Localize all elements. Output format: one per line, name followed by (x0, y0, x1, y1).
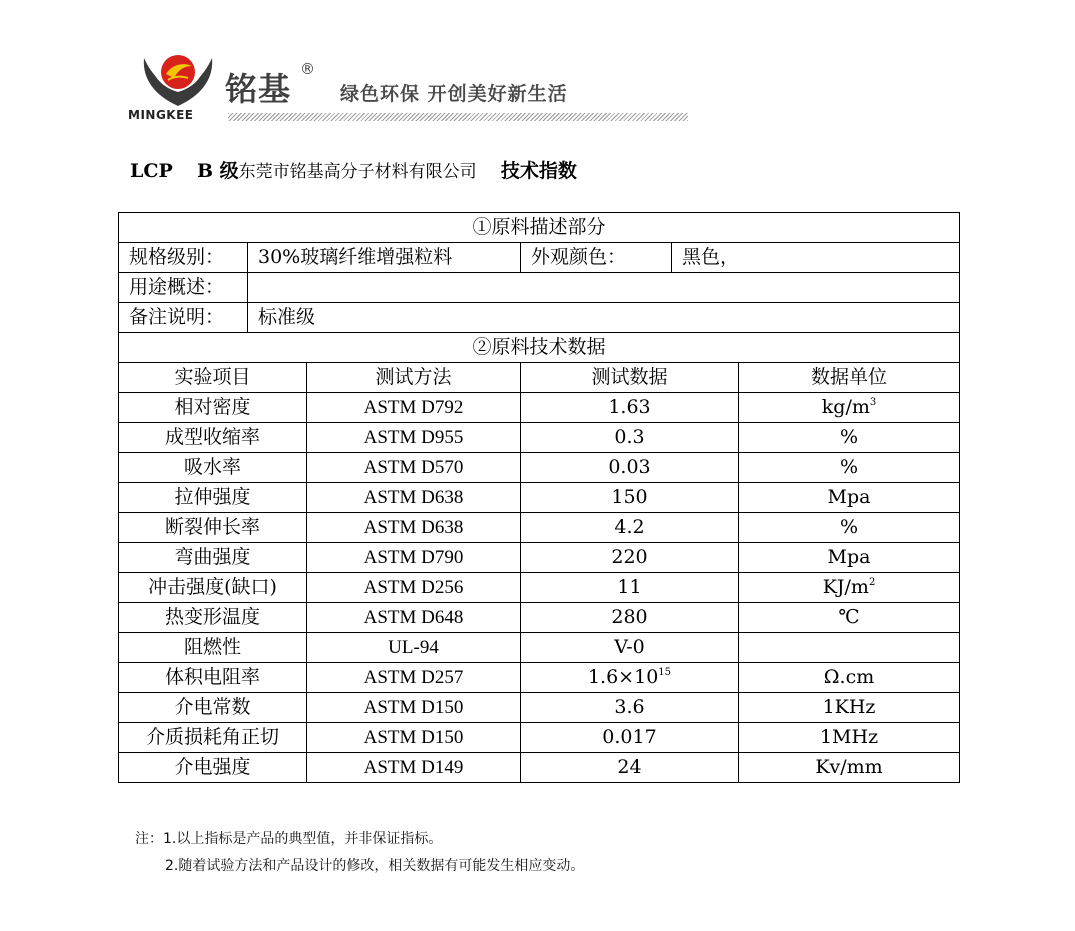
cell-method (307, 723, 521, 753)
usage-value (248, 273, 960, 303)
table-row (119, 573, 960, 603)
cell-unit (739, 393, 960, 423)
cell-unit-text: % (839, 426, 859, 448)
cell-method (307, 633, 521, 663)
cell-method-text: ASTM D792 (363, 397, 464, 418)
cell-unit (739, 723, 960, 753)
cell-method (307, 393, 521, 423)
cell-method-text: ASTM D955 (363, 427, 464, 448)
cell-unit (739, 663, 960, 693)
cell-method-text: ASTM D638 (363, 487, 464, 508)
cell-unit (739, 543, 960, 573)
table-row (119, 393, 960, 423)
cell-item-text: 拉伸强度 (174, 486, 251, 508)
registered-mark: ® (300, 60, 315, 78)
cell-method (307, 453, 521, 483)
cell-item-text: 介质损耗角正切 (145, 726, 279, 748)
cell-value (521, 573, 739, 603)
table-row (119, 693, 960, 723)
note-1: 注：1.以上指标是产品的典型值，并非保证指标。 (135, 831, 443, 847)
cell-method-text: ASTM D570 (363, 457, 464, 478)
cell-method (307, 603, 521, 633)
cell-unit-text: % (839, 456, 859, 478)
cell-item-text: 弯曲强度 (174, 546, 251, 568)
cell-value (521, 393, 739, 423)
cell-method (307, 513, 521, 543)
table-row (119, 633, 960, 663)
cell-item (119, 453, 307, 483)
cell-unit (739, 693, 960, 723)
cell-unit (739, 423, 960, 453)
cell-item (119, 633, 307, 663)
cell-item-text: 相对密度 (174, 396, 251, 418)
cell-item-text: 体积电阻率 (164, 666, 260, 688)
table-row (119, 513, 960, 543)
cell-method-text: ASTM D257 (363, 667, 464, 688)
cell-method (307, 423, 521, 453)
cell-unit-text: ℃ (838, 606, 860, 628)
cell-unit (739, 573, 960, 603)
table-row (119, 543, 960, 573)
remark-value: 标准级 (248, 303, 960, 333)
cell-item (119, 393, 307, 423)
cell-value-text: 280 (611, 606, 648, 628)
cell-unit (739, 453, 960, 483)
cell-unit-text: Mpa (827, 546, 871, 568)
cell-unit-text: Ω.cm (823, 666, 875, 688)
cell-method (307, 693, 521, 723)
section1-heading: ①原料描述部分 (119, 213, 960, 243)
table-row (119, 483, 960, 513)
cell-item-text: 介电强度 (174, 756, 251, 778)
cell-item-text: 吸水率 (183, 456, 241, 478)
brand-name: 铭基 (225, 70, 292, 108)
cell-unit-text: 1KHz (822, 696, 876, 718)
cell-value (521, 663, 739, 693)
cell-item (119, 543, 307, 573)
document-title (130, 156, 577, 183)
logo-emblem-icon (138, 50, 218, 110)
cell-item (119, 483, 307, 513)
cell-item (119, 663, 307, 693)
cell-unit-superscript: 2 (868, 577, 876, 588)
company-logo (128, 50, 228, 128)
cell-item-text: 介电常数 (174, 696, 251, 718)
cell-unit-text: % (839, 516, 859, 538)
cell-method-text: ASTM D790 (363, 547, 464, 568)
cell-item (119, 603, 307, 633)
cell-unit (739, 483, 960, 513)
cell-value (521, 603, 739, 633)
cell-value-text: 11 (617, 576, 642, 598)
title-material: LCP (130, 160, 173, 182)
cell-method (307, 753, 521, 783)
cell-method (307, 543, 521, 573)
cell-value-text: 0.3 (614, 426, 645, 448)
cell-unit (739, 603, 960, 633)
remark-label: 备注说明： (119, 303, 248, 333)
title-grade: B 级 (196, 160, 239, 182)
cell-item (119, 423, 307, 453)
cell-value (521, 723, 739, 753)
cell-method (307, 483, 521, 513)
section2-heading: ②原料技术数据 (119, 333, 960, 363)
cell-item-text: 断裂伸长率 (164, 516, 260, 538)
notes (135, 826, 584, 880)
cell-unit-superscript: 3 (869, 397, 877, 408)
logo-text: MINGKEE (128, 108, 194, 122)
color-value: 黑色， (672, 243, 960, 273)
cell-unit-text: Kv/mm (815, 756, 883, 778)
cell-method (307, 573, 521, 603)
spec-row (119, 243, 960, 273)
cell-value-text: 24 (617, 756, 642, 778)
cell-value (521, 513, 739, 543)
section2-heading-row (119, 333, 960, 363)
cell-method-text: ASTM D149 (363, 757, 464, 778)
cell-value-text: V-0 (614, 636, 645, 658)
cell-value-text: 0.03 (608, 456, 651, 478)
cell-unit (739, 513, 960, 543)
usage-row (119, 273, 960, 303)
cell-item (119, 723, 307, 753)
cell-value (521, 753, 739, 783)
cell-item (119, 753, 307, 783)
cell-method-text: ASTM D648 (363, 607, 464, 628)
data-rows (119, 393, 960, 783)
cell-value-text: 4.2 (614, 516, 645, 538)
table-row (119, 453, 960, 483)
cell-value (521, 693, 739, 723)
cell-item-text: 热变形温度 (164, 606, 260, 628)
cell-method-text: ASTM D150 (363, 727, 464, 748)
title-suffix: 技术指数 (500, 160, 577, 182)
spec-table (118, 212, 960, 783)
cell-method-text: ASTM D638 (363, 517, 464, 538)
cell-method-text: ASTM D150 (363, 697, 464, 718)
header-divider (228, 113, 688, 121)
cell-value-text: 1.63 (608, 396, 651, 418)
table-row (119, 723, 960, 753)
cell-item (119, 513, 307, 543)
section1-heading-row (119, 213, 960, 243)
cell-item-text: 成型收缩率 (164, 426, 260, 448)
cell-method-text: ASTM D256 (363, 577, 464, 598)
cell-value-text: 0.017 (602, 726, 657, 748)
cell-value (521, 423, 739, 453)
cell-value-text: 3.6 (614, 696, 645, 718)
table-row (119, 663, 960, 693)
cell-method (307, 663, 521, 693)
cell-value-superscript: 15 (658, 667, 672, 678)
cell-item (119, 573, 307, 603)
cell-value (521, 633, 739, 663)
table-row (119, 423, 960, 453)
cell-value (521, 453, 739, 483)
cell-value-text: 1.6×10 (587, 666, 659, 688)
cell-value-text: 220 (611, 546, 648, 568)
title-company: 东莞市铭基高分子材料有限公司 (238, 162, 477, 182)
cell-item-text: 阻燃性 (183, 636, 241, 658)
column-header-value: 测试数据 (521, 363, 739, 393)
cell-item-text: 冲击强度(缺口) (148, 576, 277, 598)
spec-value: 30%玻璃纤维增强粒料 (248, 243, 521, 273)
spec-label: 规格级别： (119, 243, 248, 273)
cell-value (521, 483, 739, 513)
cell-method-text: UL-94 (388, 637, 439, 658)
table-row (119, 603, 960, 633)
slogan: 绿色环保 开创美好新生活 (340, 83, 568, 105)
cell-unit-text: KJ/m (822, 576, 869, 598)
column-header-method: 测试方法 (307, 363, 521, 393)
cell-value-text: 150 (611, 486, 648, 508)
cell-unit-text: Mpa (827, 486, 871, 508)
cell-unit-text: kg/m (821, 396, 870, 418)
column-header-unit: 数据单位 (739, 363, 960, 393)
column-header-item: 实验项目 (119, 363, 307, 393)
cell-item (119, 693, 307, 723)
column-header-row (119, 363, 960, 393)
color-label: 外观颜色： (521, 243, 672, 273)
note-2: 2.随着试验方法和产品设计的修改，相关数据有可能发生相应变动。 (165, 858, 585, 874)
cell-unit-text: 1MHz (819, 726, 879, 748)
usage-label: 用途概述： (119, 273, 248, 303)
cell-unit (739, 633, 960, 663)
remark-row (119, 303, 960, 333)
cell-value (521, 543, 739, 573)
table-row (119, 753, 960, 783)
cell-unit (739, 753, 960, 783)
